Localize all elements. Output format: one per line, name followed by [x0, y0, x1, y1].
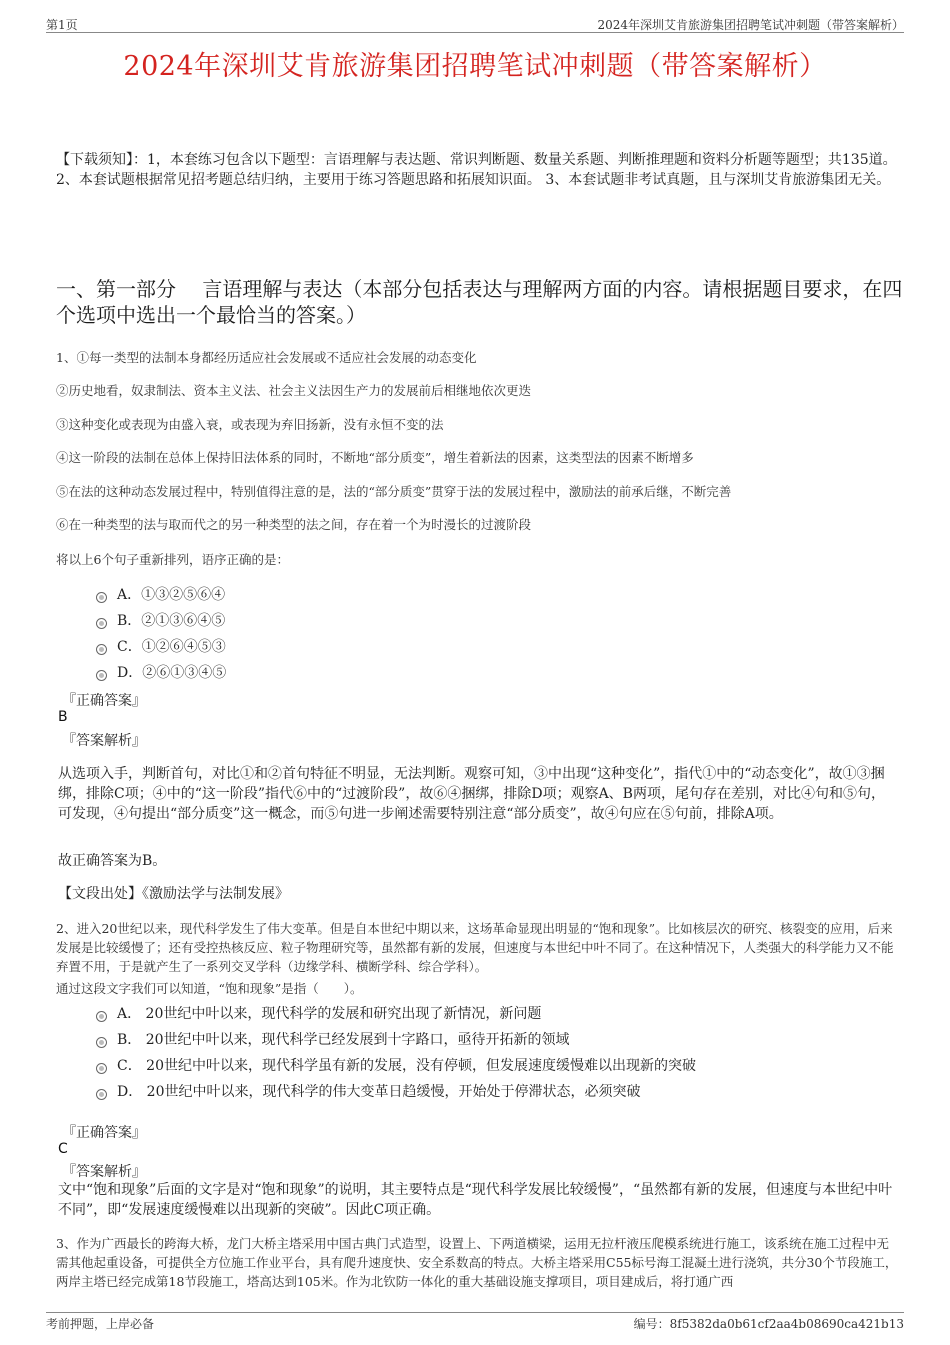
- q1-prompt: 将以上6个句子重新排列，语序正确的是：: [56, 552, 289, 567]
- q1-option-c[interactable]: [96, 636, 226, 656]
- q1-conclusion: 故正确答案为B。: [58, 853, 167, 869]
- q1-analysis: 从选项入手，判断首句，对比①和②首句特征不明显，无法判断。观察可知，③中出现“这种变化”，指代①中的“动态变化”，故①③捆绑，排除C项；④中的“这一阶段”指代⑥中的“过渡阶段”，故⑥④捆绑，排除D项；观察A、B两项，尾句存在差别，对比④句和⑤句，可发现，④句提出“部分质变”这一概念，而⑤句进一步阐述需要特别注意“部分质变”，故④句应在⑤句前，排除A项。: [58, 766, 885, 822]
- q2-text: 2、进入20世纪以来，现代科学发生了伟大变革。但是自本世纪中期以来，这场革命显现出明显的“饱和现象”。比如核层次的研究、核裂变的应用，后来发展是比较缓慢了；还有受控热核反应、粒子物理研究等，虽然都有新的发展，但速度与本世纪中叶不同了。在这种情况下，人类强大的科学能力又不能弃置不用，于是就产生了一系列交叉学科（边缘学科、横断学科、综合学科）。: [56, 921, 894, 974]
- radio-icon[interactable]: [96, 1011, 107, 1022]
- q1-option-d[interactable]: [96, 662, 226, 682]
- q1-option-a[interactable]: [96, 584, 225, 604]
- radio-icon[interactable]: [96, 592, 107, 603]
- q1-answer: B: [58, 709, 68, 725]
- q2-option-c[interactable]: [96, 1055, 696, 1075]
- q1-analysis-label: 『答案解析』: [62, 733, 146, 749]
- q2-analysis-label: 『答案解析』: [62, 1164, 146, 1180]
- q2-option-d[interactable]: [96, 1081, 641, 1101]
- q2-answer: C: [58, 1141, 68, 1157]
- radio-icon[interactable]: [96, 1037, 107, 1048]
- document-title: 2024年深圳艾肯旅游集团招聘笔试冲刺题（带答案解析）: [123, 51, 827, 82]
- radio-icon[interactable]: [96, 644, 107, 655]
- q1-line-6: ⑥在一种类型的法与取而代之的另一种类型的法之间，存在着一个为时漫长的过渡阶段: [56, 517, 532, 532]
- radio-icon[interactable]: [96, 1089, 107, 1100]
- q1-line-4: ④这一阶段的法制在总体上保持旧法体系的同时，不断地“部分质变”，增生着新法的因素，这类型法的因素不断增多: [56, 450, 694, 465]
- footer-divider: [46, 1312, 904, 1313]
- radio-icon[interactable]: [96, 670, 107, 681]
- radio-icon[interactable]: [96, 1063, 107, 1074]
- section-heading: 一、第一部分 言语理解与表达（本部分包括表达与理解两方面的内容。请根据题目要求，在四个选项中选出一个最恰当的答案。）: [56, 277, 903, 327]
- running-title: 2024年深圳艾肯旅游集团招聘笔试冲刺题（带答案解析）: [597, 18, 904, 32]
- q1-option-b[interactable]: [96, 610, 225, 630]
- q1-line-5: ⑤在法的这种动态发展过程中，特别值得注意的是，法的“部分质变”贯穿于法的发展过程中，激励法的前承后继，不断完善: [56, 484, 732, 499]
- option-label: D．②⑥①③④⑤: [117, 665, 227, 681]
- option-label: D． 20世纪中叶以来，现代科学的伟大变革日趋缓慢，开始处于停滞状态，必须突破: [117, 1084, 641, 1100]
- download-notice: 【下载须知】：1，本套练习包含以下题型：言语理解与表达题、常识判断题、数量关系题、判断推理题和资料分析题等题型；共135道。 2、本套试题根据常见招考题总结归纳，主要用于练习答题思路和拓展知识面。 3、本套试题非考试真题，且与深圳艾肯旅游集团无关。: [56, 152, 897, 188]
- page-number: 第1页: [46, 18, 78, 32]
- q2-analysis: 文中“饱和现象”后面的文字是对“饱和现象”的说明，其主要特点是“现代科学发展比较缓慢”，“虽然都有新的发展，但速度与本世纪中叶不同”，即“发展速度缓慢难以出现新的突破”。因此C项正确。: [58, 1182, 893, 1218]
- option-label: B．②①③⑥④⑤: [117, 613, 226, 629]
- header-divider: [46, 32, 904, 33]
- option-label: A．①③②⑤⑥④: [117, 587, 226, 603]
- option-label: A． 20世纪中叶以来，现代科学的发展和研究出现了新情况，新问题: [117, 1006, 542, 1022]
- option-label: C． 20世纪中叶以来，现代科学虽有新的发展，没有停顿，但发展速度缓慢难以出现新的突破: [117, 1058, 696, 1074]
- footer-slogan: 考前押题，上岸必备: [46, 1317, 155, 1331]
- q2-prompt: 通过这段文字我们可以知道，“饱和现象”是指（ ）。: [56, 981, 363, 996]
- q1-source: 【文段出处】《激励法学与法制发展》: [58, 886, 289, 902]
- q1-line-2: ②历史地看，奴隶制法、资本主义法、社会主义法因生产力的发展前后相继地依次更迭: [56, 383, 532, 398]
- q2-option-b[interactable]: [96, 1029, 570, 1049]
- q1-answer-label: 『正确答案』: [62, 693, 146, 709]
- option-label: C．①②⑥④⑤③: [117, 639, 226, 655]
- q1-line-3: ③这种变化或表现为由盛入衰，或表现为弃旧扬新，没有永恒不变的法: [56, 417, 444, 432]
- q1-line-1: 1、①每一类型的法制本身都经历适应社会发展或不适应社会发展的动态变化: [56, 350, 477, 365]
- q2-answer-label: 『正确答案』: [62, 1125, 146, 1141]
- radio-icon[interactable]: [96, 618, 107, 629]
- option-label: B． 20世纪中叶以来，现代科学已经发展到十字路口，亟待开拓新的领域: [117, 1032, 570, 1048]
- q2-option-a[interactable]: [96, 1003, 541, 1023]
- document-id: 编号：8f5382da0b61cf2aa4b08690ca421b13: [633, 1317, 904, 1331]
- q3-text: 3、作为广西最长的跨海大桥，龙门大桥主塔采用中国古典门式造型，设置上、下两道横梁，运用无拉杆液压爬模系统进行施工，该系统在施工过程中无需其他起重设备，可提供全方位施工作业平台，具有爬升速度快、安全系数高的特点。大桥主塔采用C55标号海工混凝土进行浇筑，共分30个节段施工，两岸主塔已经完成第18节段施工，塔高达到105米。作为北钦防一体化的重大基础设施支撑项目，项目建成后，将打通广西: [56, 1236, 898, 1289]
